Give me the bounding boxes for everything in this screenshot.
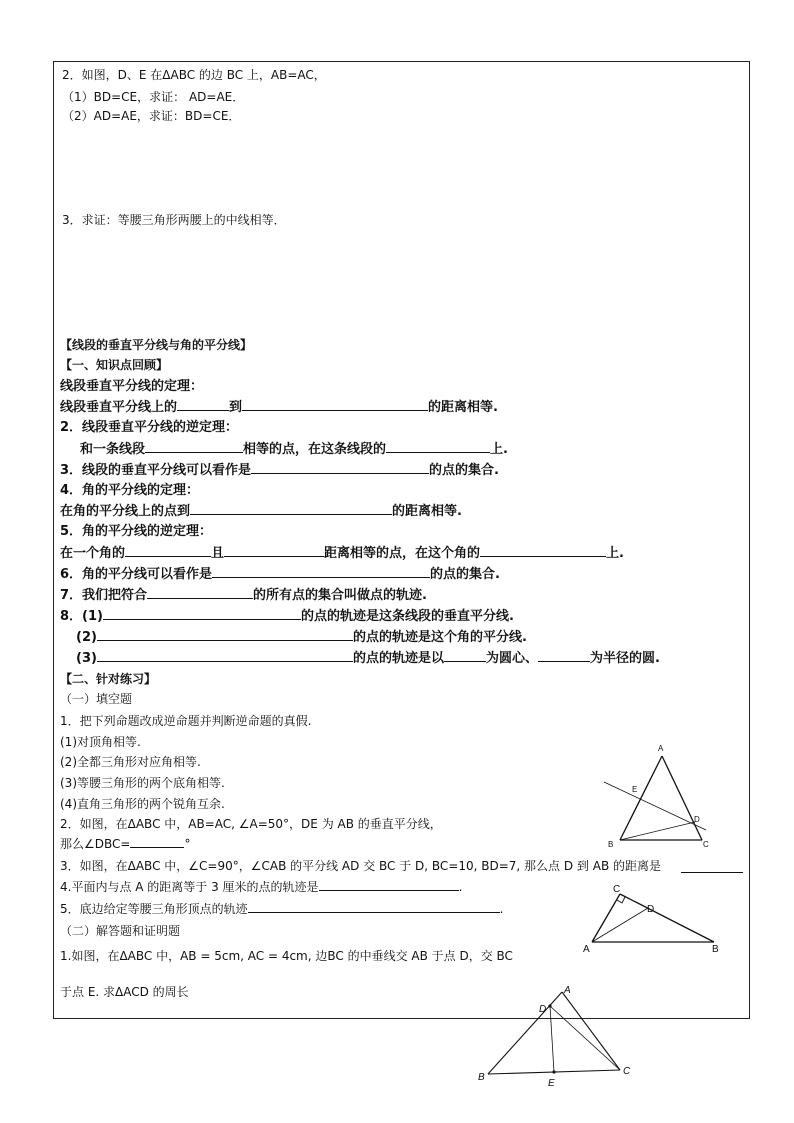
solve-heading: （二）解答题和证明题 <box>60 924 181 938</box>
segment-dc <box>550 1006 620 1070</box>
review-line-13 <box>76 628 527 647</box>
review-line-14-text-b: 的点的轨迹是以 <box>352 651 444 666</box>
vertex-label-a: A <box>583 944 590 955</box>
answer-blank[interactable] <box>145 440 243 453</box>
review-line-5-text-a: 3．线段的垂直平分线可以看作是 <box>60 463 252 478</box>
point-label-d: D <box>694 815 700 824</box>
point-label-d: D <box>539 1004 547 1015</box>
point-label-e: E <box>548 1078 555 1088</box>
perpendicular-bisector-de <box>550 1006 554 1072</box>
review-line-14 <box>76 649 660 668</box>
review-heading: 【一、知识点回顾】 <box>60 358 169 372</box>
point-d <box>548 1004 551 1007</box>
review-line-5 <box>60 461 499 480</box>
fill-blank-heading: （一）填空题 <box>60 692 133 706</box>
review-line-4-text-b: 相等的点，在这条线段的 <box>243 442 387 457</box>
review-line-7-text-a: 在角的平分线上的点到 <box>60 504 191 519</box>
practice-heading: 【二、针对练习】 <box>60 672 157 686</box>
side-ac <box>592 894 620 942</box>
vertex-label-a: A <box>658 744 664 753</box>
section-title: 【线段的垂直平分线与角的平分线】 <box>60 338 253 352</box>
review-line-10 <box>60 565 500 584</box>
point-label-e: E <box>632 785 638 794</box>
answer-blank[interactable] <box>248 900 500 913</box>
answer-blank[interactable] <box>190 502 392 515</box>
fill-question-5-text: 5．底边给定等腰三角形顶点的轨迹 <box>60 902 248 916</box>
review-line-12-text-b: 的点的轨迹是这条线段的垂直平分线. <box>300 609 514 624</box>
review-line-4-text-a: 和一条线段 <box>80 442 146 457</box>
review-line-2-text-c: 的距离相等. <box>428 400 498 415</box>
answer-blank[interactable] <box>251 461 429 474</box>
review-line-8: 5．角的平分线的逆定理： <box>60 524 213 539</box>
solve-question-1-line-2: 于点 E. 求ΔACD 的周长 <box>60 985 189 999</box>
degree-unit: ° <box>184 837 191 851</box>
answer-blank[interactable] <box>681 860 743 873</box>
problem-2-part-2: （2）AD=AE，求证：BD=CE． <box>62 109 241 123</box>
review-line-7 <box>60 502 462 521</box>
vertex-label-b: B <box>478 1072 485 1083</box>
fill-question-4-end: . <box>458 880 463 894</box>
answer-blank[interactable] <box>130 835 184 848</box>
fill-question-1-item-4: (4)直角三角形的两个锐角互余. <box>60 797 225 811</box>
vertex-label-c: C <box>703 840 709 849</box>
answer-blank[interactable] <box>147 586 253 599</box>
review-line-14-text-a: (3) <box>76 651 97 666</box>
vertex-label-c: C <box>613 884 621 895</box>
review-line-9-text-b: 且 <box>211 546 225 561</box>
side-ac <box>662 756 702 840</box>
point-e <box>552 1070 555 1073</box>
triangle-figure-1 <box>600 742 720 850</box>
answer-blank[interactable] <box>125 544 211 557</box>
fill-question-3-text: 3．如图，在ΔABC 中，∠C=90°，∠CAB 的平分线 AD 交 BC 于 D, BC=10, BD=7, 那么点 D 到 AB 的距离是 <box>60 859 661 873</box>
vertex-label-b: B <box>712 944 719 955</box>
fill-question-1: 1．把下列命题改成逆命题并判断逆命题的真假. <box>60 714 312 728</box>
review-line-2 <box>60 398 498 417</box>
fill-question-3 <box>60 857 661 875</box>
review-line-11 <box>60 586 427 605</box>
fill-question-5-end: . <box>499 902 504 916</box>
review-line-12-text-a: 8．(1) <box>60 609 103 624</box>
fill-question-2: 2．如图，在ΔABC 中，AB=AC, ∠A=50°，DE 为 AB 的垂直平分线， <box>60 817 442 831</box>
review-line-13-text-a: (2) <box>76 630 97 645</box>
solve-question-1-line-1: 1.如图，在ΔABC 中，AB = 5cm, AC = 4cm, 边BC 的中垂线交 AB 于点 D，交 BC <box>60 949 513 963</box>
angle-bisector-ad <box>592 908 648 942</box>
vertex-label-a: A <box>564 985 571 996</box>
answer-blank[interactable] <box>97 628 353 641</box>
review-line-9-text-c: 距离相等的点，在这个角的 <box>324 546 481 561</box>
review-line-6: 4．角的平分线的定理： <box>60 483 200 498</box>
answer-blank[interactable] <box>319 878 459 891</box>
review-line-2-text-a: 线段垂直平分线上的 <box>60 400 178 415</box>
fill-question-1-item-1: (1)对顶角相等. <box>60 735 141 749</box>
fill-question-4-text: 4.平面内与点 A 的距离等于 3 厘米的点的轨迹是 <box>60 880 319 894</box>
review-line-10-text-a: 6．角的平分线可以看作是 <box>60 567 213 582</box>
review-line-9-text-a: 在一个角的 <box>60 546 126 561</box>
triangle-figure-2 <box>580 880 725 956</box>
answer-blank[interactable] <box>212 565 430 578</box>
review-line-4 <box>80 440 508 459</box>
fill-question-4 <box>60 878 462 896</box>
side-ab <box>620 756 662 840</box>
answer-blank[interactable] <box>224 544 324 557</box>
review-line-3: 2．线段垂直平分线的逆定理： <box>60 420 239 435</box>
fill-question-2-answer-line <box>60 835 190 853</box>
review-line-9 <box>60 544 624 563</box>
triangle-figure-3 <box>474 982 644 1088</box>
review-line-12 <box>60 607 514 626</box>
segment-bd <box>620 822 695 840</box>
answer-blank[interactable] <box>97 649 353 662</box>
answer-blank[interactable] <box>480 544 606 557</box>
problem-2-part-1: （1）BD=CE，求证： AD=AE． <box>62 90 245 104</box>
review-line-5-text-b: 的点的集合. <box>429 463 499 478</box>
review-line-10-text-b: 的点的集合. <box>430 567 500 582</box>
review-line-14-text-d: 为半径的圆. <box>589 651 660 666</box>
review-line-14-text-c: 为圆心、 <box>485 651 538 666</box>
fill-question-2-prompt: 那么∠DBC= <box>60 837 131 851</box>
review-line-13-text-b: 的点的轨迹是这个角的平分线. <box>352 630 527 645</box>
review-line-11-text-a: 7．我们把符合 <box>60 588 148 603</box>
review-line-2-text-b: 到 <box>229 400 243 415</box>
problem-2-statement: 2．如图，D、E 在ΔABC 的边 BC 上，AB=AC， <box>62 68 326 82</box>
answer-blank[interactable] <box>538 649 590 662</box>
fill-question-1-item-2: (2)全都三角形对应角相等. <box>60 755 201 769</box>
problem-3-statement: 3．求证：等腰三角形两腰上的中线相等． <box>62 213 286 227</box>
answer-blank[interactable] <box>177 398 229 411</box>
answer-blank[interactable] <box>242 398 428 411</box>
side-ac <box>562 992 620 1070</box>
review-line-1: 线段垂直平分线的定理： <box>60 379 204 394</box>
fill-question-1-item-3: (3)等腰三角形的两个底角相等. <box>60 776 225 790</box>
answer-blank[interactable] <box>103 607 301 620</box>
point-label-d: D <box>647 904 655 915</box>
review-line-9-text-d: 上. <box>606 546 624 561</box>
answer-blank[interactable] <box>444 649 486 662</box>
review-line-7-text-b: 的距离相等. <box>392 504 462 519</box>
review-line-4-text-c: 上. <box>490 442 508 457</box>
side-cb <box>620 894 714 942</box>
answer-blank[interactable] <box>386 440 490 453</box>
fill-question-5 <box>60 900 503 918</box>
review-line-11-text-b: 的所有点的集合叫做点的轨迹. <box>253 588 427 603</box>
side-ba <box>488 992 562 1074</box>
vertex-label-b: B <box>608 840 614 849</box>
vertex-label-c: C <box>623 1066 631 1077</box>
